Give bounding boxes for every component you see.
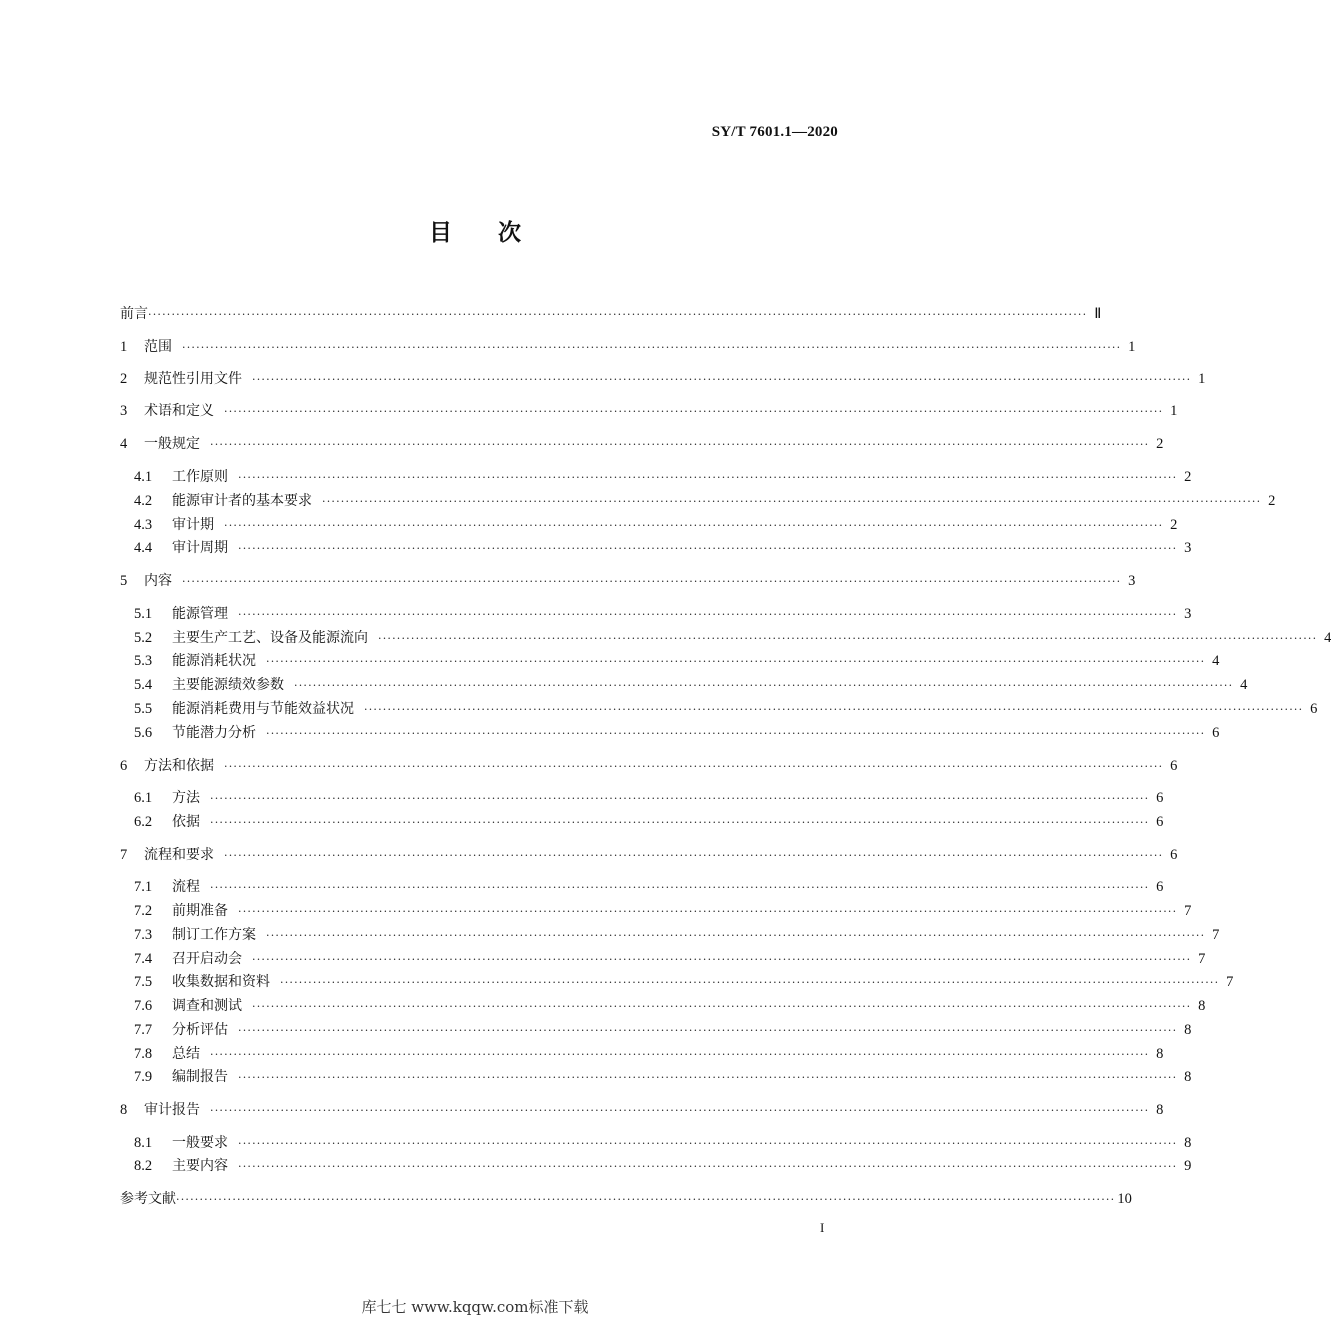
toc-entry-number: 2 [120,371,128,387]
toc-entry[interactable] [134,514,1178,536]
toc-dot-leader: ········································································································································································································ [238,905,1178,918]
toc-entry-number: 5.5 [134,701,153,717]
toc-entry[interactable] [120,303,1102,325]
toc-entry-page: 1 [1128,339,1136,355]
toc-dot-leader: ········································································································································································································ [238,1160,1178,1173]
toc-entry-page: 3 [1184,540,1192,556]
toc-entry[interactable] [134,924,1220,946]
toc-entry-number: 4 [120,436,128,452]
toc-entry-label: 审计周期 [172,540,228,556]
toc-entry-label: 总结 [172,1046,200,1062]
toc-entry[interactable] [134,811,1164,833]
toc-entry[interactable] [134,876,1164,898]
toc-entry-page: 7 [1198,951,1206,967]
toc-entry-label: 术语和定义 [144,403,214,419]
toc-entry-page: 3 [1184,606,1192,622]
toc-entry-number: 8.1 [134,1135,153,1151]
toc-dot-leader: ········································································································································································································ [224,849,1164,862]
toc-entry[interactable] [134,466,1192,488]
toc-entry[interactable] [120,570,1136,592]
toc-entry-label: 收集数据和资料 [172,974,270,990]
toc-entry-number: 5.4 [134,677,153,693]
toc-entry-label: 审计报告 [144,1102,200,1118]
toc-entry-label: 主要生产工艺、设备及能源流向 [172,630,368,646]
toc-entry-page: 6 [1310,701,1318,717]
toc-entry-number: 8.2 [134,1158,153,1174]
toc-entry-label: 主要能源绩效参数 [172,677,284,693]
toc-entry-label: 前言 [120,306,148,322]
toc-dot-leader: ········································································································································································································ [294,679,1234,692]
toc-entry-number: 3 [120,403,128,419]
toc-dot-leader: ········································································································································································································ [210,881,1150,894]
toc-entry[interactable] [134,1043,1164,1065]
toc-entry-number: 5 [120,573,128,589]
toc-entry-number: 4.2 [134,493,153,509]
toc-dot-leader: ········································································································································································································ [238,608,1178,621]
toc-dot-leader: ········································································································································································································ [238,1137,1178,1150]
toc-entry[interactable] [134,698,1318,720]
toc-entry-label: 范围 [144,339,172,355]
toc-dot-leader: ········································································································································································································ [210,438,1150,451]
toc-dot-leader: ········································································································································································································ [176,1193,1116,1206]
toc-entry-page: 6 [1170,758,1178,774]
toc-dot-leader: ········································································································································································································ [210,1048,1150,1061]
toc-entry-label: 能源审计者的基本要求 [172,493,312,509]
toc-entry[interactable] [120,755,1178,777]
toc-entry-page: 1 [1170,403,1178,419]
toc-entry[interactable] [134,995,1206,1017]
toc-entry-number: 5.6 [134,725,153,741]
toc-entry-page: 4 [1324,630,1331,646]
toc-dot-leader: ········································································································································································································ [224,519,1164,532]
toc-dot-leader: ········································································································································································································ [378,632,1318,645]
toc-entry-number: 7.1 [134,879,153,895]
toc-entry-label: 方法 [172,790,200,806]
toc-entry-page: 6 [1212,725,1220,741]
toc-entry-number: 5.1 [134,606,153,622]
toc-entry-page: 6 [1156,879,1164,895]
toc-entry[interactable] [134,1019,1192,1041]
toc-entry[interactable] [134,971,1234,993]
toc-entry-number: 4.3 [134,517,153,533]
toc-dot-leader: ········································································································································································································ [238,1024,1178,1037]
toc-entry-number: 5.2 [134,630,153,646]
toc-entry-label: 调查和测试 [172,998,242,1014]
toc-dot-leader: ········································································································································································································ [238,542,1178,555]
toc-dot-leader: ········································································································································································································ [224,405,1164,418]
toc-entry[interactable] [134,490,1276,512]
toc-entry-page: 8 [1184,1135,1192,1151]
toc-entry-page: 8 [1184,1069,1192,1085]
toc-entry-label: 能源消耗状况 [172,653,256,669]
toc-entry-page: 8 [1184,1022,1192,1038]
toc-dot-leader: ········································································································································································································ [322,495,1262,508]
toc-entry-number: 4.1 [134,469,153,485]
toc-entry-label: 内容 [144,573,172,589]
toc-entry-page: 2 [1184,469,1192,485]
toc-dot-leader: ········································································································································································································ [148,308,1088,321]
toc-entry-label: 工作原则 [172,469,228,485]
toc-entry-page: 10 [1117,1191,1132,1207]
toc-entry-number: 7.5 [134,974,153,990]
page-folio: I [820,1220,825,1235]
toc-entry-page: 4 [1240,677,1248,693]
toc-entry-page: 8 [1198,998,1206,1014]
toc-entry-number: 7.7 [134,1022,153,1038]
toc-entry-label: 主要内容 [172,1158,228,1174]
toc-entry-page: 2 [1170,517,1178,533]
toc-entry[interactable] [134,537,1192,559]
page-title [0,214,950,247]
toc-entry[interactable] [134,650,1220,672]
toc-entry-label: 参考文献 [120,1191,176,1207]
toc-entry[interactable] [134,948,1206,970]
toc-entry-label: 能源管理 [172,606,228,622]
toc-entry-page: 7 [1184,903,1192,919]
toc-dot-leader: ········································································································································································································ [266,655,1206,668]
toc-dot-leader: ········································································································································································································ [280,976,1220,989]
toc-entry-number: 7.4 [134,951,153,967]
toc-entry-number: 8 [120,1102,128,1118]
toc-entry[interactable] [134,1132,1192,1154]
toc-entry[interactable] [120,844,1178,866]
toc-entry-page: 6 [1156,790,1164,806]
toc-entry-label: 召开启动会 [172,951,242,967]
toc-entry[interactable] [134,1066,1192,1088]
toc-entry-label: 流程和要求 [144,847,214,863]
toc-entry-page: 1 [1198,371,1206,387]
toc-entry[interactable] [134,603,1192,625]
toc-entry-number: 6.1 [134,790,153,806]
standard-code: SY/T 7601.1—2020 [711,124,838,140]
toc-entry[interactable] [134,1155,1192,1177]
toc-dot-leader: ········································································································································································································ [252,1000,1192,1013]
toc-entry[interactable] [134,627,1331,649]
toc-entry-page: 6 [1170,847,1178,863]
toc-entry-number: 7.9 [134,1069,153,1085]
toc-entry[interactable] [120,336,1136,358]
toc-entry-page: 3 [1128,573,1136,589]
toc-entry[interactable] [134,787,1164,809]
toc-entry-number: 7 [120,847,128,863]
toc-entry[interactable] [120,400,1178,422]
toc-entry-page: 7 [1226,974,1234,990]
toc-dot-leader: ········································································································································································································ [266,727,1206,740]
toc-entry-label: 能源消耗费用与节能效益状况 [172,701,354,717]
toc-entry-label: 流程 [172,879,200,895]
toc-entry-number: 1 [120,339,128,355]
toc-dot-leader: ········································································································································································································ [182,575,1122,588]
toc-entry-label: 依据 [172,814,200,830]
toc-entry-page: 4 [1212,653,1220,669]
toc-entry-label: 一般规定 [144,436,200,452]
toc-entry-label: 规范性引用文件 [144,371,242,387]
toc-entry-page: 6 [1156,814,1164,830]
toc-entry[interactable] [120,433,1164,455]
toc-entry-label: 节能潜力分析 [172,725,256,741]
toc-dot-leader: ········································································································································································································ [238,1071,1178,1084]
toc-entry-number: 6.2 [134,814,153,830]
toc-entry-page: 7 [1212,927,1220,943]
toc-entry-page: 8 [1156,1046,1164,1062]
toc-entry-label: 分析评估 [172,1022,228,1038]
toc-dot-leader: ········································································································································································································ [224,760,1164,773]
toc-entry-page: Ⅱ [1094,306,1102,322]
toc-dot-leader: ········································································································································································································ [210,1104,1150,1117]
toc-dot-leader: ········································································································································································································ [252,373,1192,386]
toc-entry[interactable] [120,1188,1132,1210]
toc-dot-leader: ········································································································································································································ [252,953,1192,966]
toc-entry-number: 7.6 [134,998,153,1014]
toc-entry-page: 8 [1156,1102,1164,1118]
toc-entry-number: 7.2 [134,903,153,919]
toc-entry-page: 2 [1156,436,1164,452]
toc-entry-number: 5.3 [134,653,153,669]
page-title-part2: 次 [498,220,521,246]
toc-entry-label: 一般要求 [172,1135,228,1151]
toc-entry-number: 6 [120,758,128,774]
toc-entry[interactable] [134,722,1220,744]
toc-entry-number: 7.3 [134,927,153,943]
toc-entry-label: 前期准备 [172,903,228,919]
toc-entry[interactable] [120,368,1206,390]
toc-entry-label: 方法和依据 [144,758,214,774]
toc-entry[interactable] [134,674,1248,696]
toc-dot-leader: ········································································································································································································ [210,792,1150,805]
toc-entry-page: 9 [1184,1158,1192,1174]
toc-dot-leader: ········································································································································································································ [210,816,1150,829]
toc-entry[interactable] [134,900,1192,922]
toc-entry-label: 审计期 [172,517,214,533]
toc-entry-page: 2 [1268,493,1276,509]
toc-dot-leader: ········································································································································································································ [266,929,1206,942]
toc-dot-leader: ········································································································································································································ [364,703,1304,716]
watermark-text: 库七七 www.kqqw.com标准下载 [361,1298,589,1316]
toc-entry-label: 制订工作方案 [172,927,256,943]
page-title-part1: 目 [429,220,452,246]
toc-dot-leader: ········································································································································································································ [238,471,1178,484]
toc-entry-number: 4.4 [134,540,153,556]
toc-entry[interactable] [120,1099,1164,1121]
toc-entry-label: 编制报告 [172,1069,228,1085]
toc-dot-leader: ········································································································································································································ [182,341,1122,354]
toc-entry-number: 7.8 [134,1046,153,1062]
